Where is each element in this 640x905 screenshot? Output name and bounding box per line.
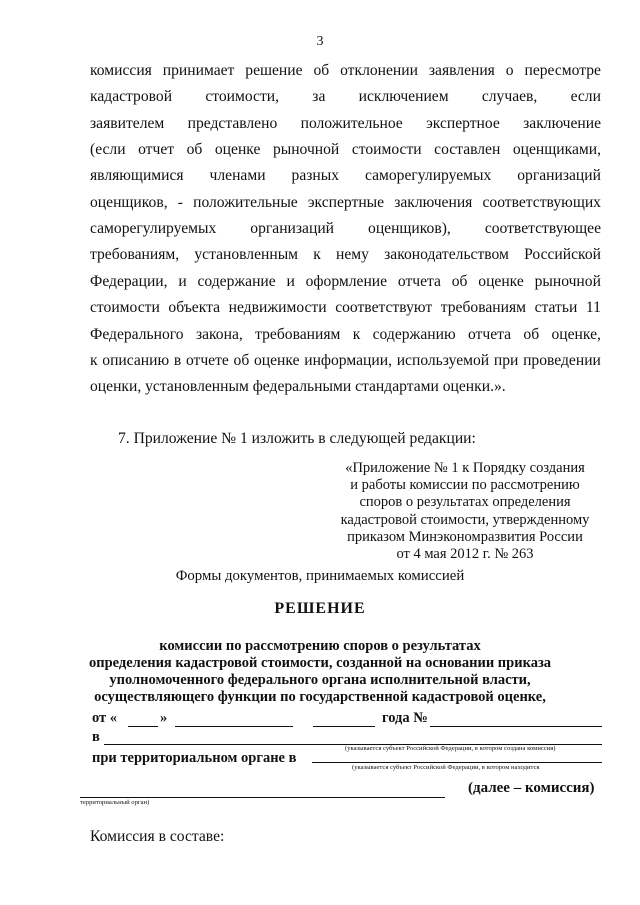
paragraph-word: составлен [434, 141, 501, 159]
day-field[interactable] [128, 726, 158, 727]
paragraph-word: проведении [523, 351, 601, 369]
appendix-line: и работы комиссии по рассмотрению [350, 477, 580, 494]
paragraph-word: (если [90, 141, 126, 159]
paragraph-word: соответствуют [335, 299, 433, 317]
paragraph-line [90, 167, 601, 185]
paragraph-word: требованиям, [90, 246, 180, 264]
decision-subtitle-line: осуществляющего функции по государственной кадастровой оценке, [94, 689, 546, 705]
paragraph-word: членами [209, 167, 266, 185]
paragraph-line [90, 326, 601, 344]
territorial-organ-field[interactable] [80, 797, 445, 798]
paragraph-word: организаций [250, 220, 335, 238]
paragraph-word: положительное [300, 114, 403, 132]
paragraph-word: оценке [253, 351, 300, 369]
paragraph-word: являющимися [90, 167, 184, 185]
hint-subject-created: (указывается субъект Российской Федерации, в котором создана комиссия) [345, 745, 556, 752]
appendix-line: споров о результатах определения [359, 494, 571, 511]
paragraph-word: оформление [305, 272, 388, 290]
paragraph-line [90, 62, 601, 80]
paragraph-word: об [233, 351, 250, 369]
hint-subject-located: (указывается субъект Российской Федерации, в котором находится [352, 764, 540, 771]
paragraph-line [90, 246, 601, 264]
paragraph-word: рыночной [272, 141, 340, 159]
paragraph-word: описанию [102, 351, 170, 369]
paragraph-word: принимает [162, 62, 235, 79]
paragraph-line [90, 378, 601, 396]
paragraph-word: отчете [185, 351, 229, 369]
paragraph-word: если [570, 88, 601, 106]
paragraph-word: оценке [214, 141, 261, 159]
territorial-label: при территориальном органе в [92, 750, 297, 766]
decision-subtitle-line: комиссии по рассмотрению споров о результатах [159, 638, 481, 654]
paragraph-word: закона, [195, 325, 243, 343]
paragraph-word: оценщиков, [90, 193, 168, 211]
date-from-label: от « [92, 710, 118, 726]
paragraph-word: требованиям [440, 299, 526, 317]
paragraph-word: законодательством [384, 246, 509, 264]
paragraph-word: статьи [534, 299, 578, 317]
appendix-line: от 4 мая 2012 г. № 263 [396, 546, 534, 563]
paragraph-word: 11 [585, 299, 601, 317]
item-7-text: 7. Приложение № 1 изложить в следующей редакции: [118, 430, 476, 447]
paragraph-word: организаций [517, 167, 601, 185]
paragraph-word: оценщиками, [512, 141, 601, 159]
paragraph-word: при [493, 351, 519, 369]
paragraph-word: Федерации, [90, 272, 168, 290]
paragraph-line [90, 220, 601, 238]
paragraph-word: решение [245, 62, 303, 79]
number-field[interactable] [430, 726, 602, 727]
paragraph-word: заключения [394, 193, 473, 211]
paragraph-word: рыночной [534, 272, 601, 290]
paragraph-word: заявителем [90, 114, 165, 132]
paragraph-word: экспертное [426, 114, 500, 132]
paragraph-word: информации, [304, 351, 392, 369]
paragraph-word: комиссия [90, 62, 152, 79]
paragraph-word: в [173, 351, 182, 369]
paragraph-word: о [505, 62, 514, 79]
paragraph-word: стоимости [351, 141, 422, 159]
hint-territorial: территориальный орган) [80, 799, 150, 806]
decision-subtitle-line: уполномоченного федерального органа исполнительной власти, [109, 672, 531, 688]
paragraph-word: отчета [397, 272, 441, 290]
appendix-line: «Приложение № 1 к Порядку создания [345, 460, 585, 476]
territorial-field[interactable] [312, 762, 602, 763]
year-number-label: года № [382, 710, 428, 726]
paragraph-word: к [90, 351, 98, 369]
paragraph-word: заявления [428, 62, 495, 79]
paragraph-word: оценке, [551, 325, 601, 343]
appendix-line: кадастровой стоимости, утвержденному [340, 511, 590, 528]
paragraph-word: отчета [467, 325, 512, 343]
paragraph-word: используемой [396, 351, 490, 369]
paragraph-word: кадастровой [90, 88, 173, 106]
paragraph-word: Федерального [90, 325, 184, 343]
paragraph-word: требованиям [255, 325, 341, 343]
paragraph-line [90, 299, 601, 317]
paragraph-word: исключением [358, 88, 449, 106]
paragraph-word: пересмотре [524, 62, 601, 79]
paragraph-word: об [313, 62, 330, 79]
paragraph-line [90, 115, 601, 133]
forms-heading: Формы документов, принимаемых комиссией [175, 568, 465, 584]
page-number: 3 [316, 34, 324, 49]
decision-subtitle-line: определения кадастровой стоимости, созданной на основании приказа [88, 655, 552, 671]
paragraph-word: оценке [478, 272, 524, 290]
paragraph-word: за [312, 88, 326, 106]
paragraph-word: недвижимости [228, 299, 327, 317]
composition-label: Комиссия в составе: [90, 828, 225, 845]
appendix-line: приказом Минэкономразвития России [347, 528, 583, 545]
appendix-reference [330, 460, 600, 563]
paragraph-word: стоимости, [205, 88, 280, 106]
paragraph-line [90, 194, 601, 212]
year-field[interactable] [313, 726, 375, 727]
paragraph-word: содержанию [372, 325, 456, 343]
paragraph-word: отклонении [340, 62, 418, 79]
paragraph-word: случаев, [481, 88, 538, 106]
paragraph-word: об [451, 272, 468, 290]
month-field[interactable] [175, 726, 293, 727]
paragraph-word: Российской [524, 246, 601, 264]
paragraph-word: саморегулируемых [90, 220, 217, 238]
paragraph-word: отчет [138, 141, 175, 159]
paragraph-word: оценщиков), [368, 220, 451, 238]
date-quote-label: » [160, 710, 168, 726]
paragraph-word: об [186, 141, 203, 159]
paragraph-word: оценки, установленным федеральными стандартами оценки.». [90, 378, 506, 396]
paragraph-word: к [352, 325, 361, 343]
paragraph-word: содержание [197, 272, 276, 290]
decision-title: РЕШЕНИЕ [274, 600, 366, 617]
paragraph-word: саморегулируемых [364, 167, 492, 185]
paragraph-word: и [286, 272, 295, 290]
paragraph-word: к [313, 246, 321, 264]
paragraph-word: положительные [193, 193, 298, 211]
paragraph-word: разных [291, 167, 340, 185]
paragraph-word: - [177, 193, 183, 211]
paragraph-word: представлено [187, 114, 278, 132]
in-label: в [92, 729, 100, 745]
paragraph-word: установленным [194, 246, 299, 264]
paragraph-word: объекта [168, 299, 221, 317]
paragraph-word: об [523, 325, 540, 343]
paragraph-word: заключение [523, 114, 601, 132]
paragraph-word: соответствующих [482, 193, 601, 211]
paragraph-word: и [178, 272, 187, 290]
paragraph-line [90, 273, 601, 291]
paragraph-word: экспертные [307, 193, 385, 211]
paragraph-word: соответствующее [484, 220, 601, 238]
paragraph-line [90, 352, 601, 370]
paragraph-word: стоимости [90, 299, 160, 317]
paragraph-line [90, 141, 601, 159]
paragraph-line [90, 88, 601, 106]
commission-short-label: (далее – комиссия) [468, 780, 595, 796]
paragraph-word: нему [336, 246, 369, 264]
